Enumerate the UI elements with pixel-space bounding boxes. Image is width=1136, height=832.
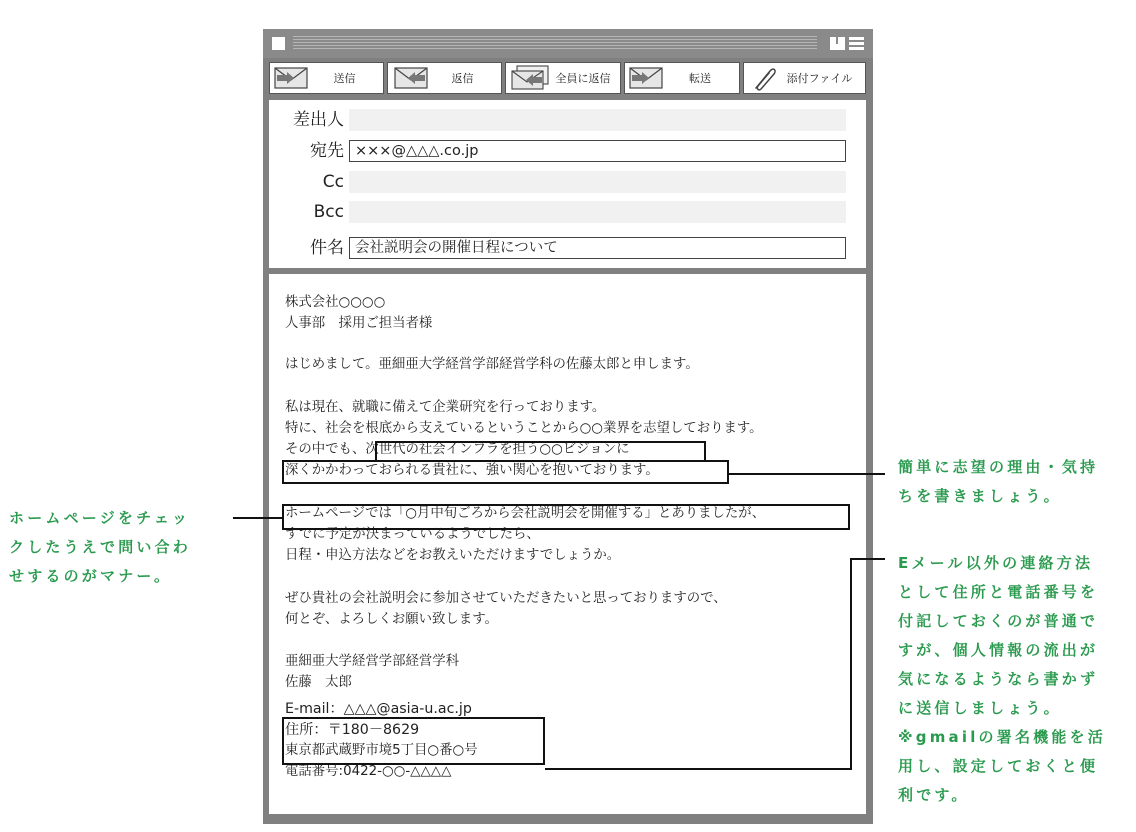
reply-all-button[interactable] <box>505 62 621 94</box>
reply-all-envelope-icon <box>510 65 550 91</box>
mail-compose-window <box>263 29 873 824</box>
paperclip-icon <box>748 65 778 91</box>
annotation-line: 付記しておくのが普通で <box>898 612 1099 630</box>
mail-header-fields <box>269 100 866 268</box>
highlight-box-motivation-top <box>375 441 706 462</box>
subject-label: 件名 <box>310 238 344 258</box>
from-field[interactable] <box>349 109 846 131</box>
bcc-row <box>269 201 866 223</box>
annotation-line: せするのがマナー。 <box>9 567 173 585</box>
subject-row <box>269 237 866 259</box>
annotation-line: ホームページをチェッ <box>9 509 191 527</box>
to-row <box>269 140 866 162</box>
body-line: 株式会社○○○○ <box>285 295 386 310</box>
body-line: 私は現在、就職に備えて企業研究を行っております。 <box>285 400 606 415</box>
body-line: ぜひ貴社の会社説明会に参加させていただきたいと思っておりますので、 <box>285 591 727 606</box>
reply-all-label: 全員に返信 <box>555 72 611 85</box>
connector-contact-top <box>850 558 885 560</box>
reply-label: 返信 <box>451 72 474 85</box>
body-line: 何とぞ、よろしくお願い致します。 <box>285 612 498 627</box>
from-row <box>269 109 866 131</box>
highlight-box-homepage <box>282 504 850 530</box>
reply-button[interactable] <box>387 62 502 94</box>
annotation-line: ※gmailの署名機能を活 <box>898 728 1106 746</box>
attach-file-label: 添付ファイル <box>786 72 853 85</box>
to-label: 宛先 <box>310 141 344 161</box>
connector-homepage <box>233 517 283 519</box>
annotation-homepage <box>9 504 191 591</box>
body-line: その中でも、次世代の社会インフラを担う○○ビジョンに <box>285 442 630 457</box>
signature-line: 佐藤 太郎 <box>285 675 352 690</box>
annotation-line: 気になるようなら書かず <box>898 670 1099 688</box>
cc-label: Cc <box>322 172 344 192</box>
send-envelope-icon <box>274 66 310 90</box>
signature-line: 住所：〒180－8629 <box>285 722 420 738</box>
signature-line: 亜細亜大学経営学部経営学科 <box>285 654 460 669</box>
cc-row <box>269 171 866 193</box>
annotation-line: として住所と電話番号を <box>898 583 1099 601</box>
mail-toolbar <box>269 62 866 94</box>
subject-field[interactable]: 会社説明会の開催日程について <box>349 237 846 259</box>
bcc-label: Bcc <box>313 202 344 222</box>
send-label: 送信 <box>333 72 356 85</box>
annotation-line: Eメール以外の連絡方法 <box>898 554 1094 572</box>
annotation-line: に送信しましょう。 <box>898 699 1062 717</box>
body-line: 特に、社会を根底から支えているということから○○業界を志望しております。 <box>285 421 763 436</box>
annotation-line: ちを書きましょう。 <box>898 487 1062 505</box>
annotation-line: クしたうえで問い合わ <box>9 538 192 556</box>
body-line: はじめまして。亜細亜大学経営学部経営学科の佐藤太郎と申します。 <box>285 357 699 372</box>
body-line: ホームページでは「○月中旬ごろから会社説明会を開催する」とありましたが、 <box>285 506 766 521</box>
title-stripes <box>293 36 817 50</box>
signature-line: 電話番号:0422-○○-△△△△ <box>285 764 452 779</box>
send-button[interactable] <box>269 62 384 94</box>
annotation-line: 簡単に志望の理由・気持 <box>898 458 1099 476</box>
forward-envelope-icon <box>629 66 665 90</box>
highlight-box-motivation-bottom <box>282 460 729 484</box>
bcc-field[interactable] <box>349 201 846 223</box>
connector-contact-vertical <box>850 558 852 770</box>
forward-label: 転送 <box>689 72 711 85</box>
cc-field[interactable] <box>349 171 846 193</box>
to-field[interactable]: ×××@△△△.co.jp <box>349 140 846 162</box>
connector-contact-bottom <box>545 768 852 770</box>
restore-window-icon[interactable] <box>830 37 845 50</box>
annotation-contact <box>898 549 1106 810</box>
reply-envelope-icon <box>392 66 428 90</box>
annotation-line: すが、個人情報の流出が <box>898 641 1099 659</box>
body-line: すでに予定が決まっているようでしたら、 <box>285 527 540 542</box>
highlight-box-contact <box>282 717 545 765</box>
menu-window-icon[interactable] <box>849 37 864 50</box>
body-line: 深くかかわっておられる貴社に、強い関心を抱いております。 <box>285 463 659 478</box>
annotation-line: 用し、設定しておくと便 <box>898 757 1099 775</box>
window-menu-box[interactable] <box>272 37 285 50</box>
forward-button[interactable] <box>624 62 740 94</box>
from-label: 差出人 <box>293 110 344 130</box>
signature-line: E-mail：△△△@asia-u.ac.jp <box>285 701 472 717</box>
body-line: 人事部 採用ご担当者様 <box>285 316 433 331</box>
signature-line: 東京都武蔵野市境5丁目○番○号 <box>285 743 478 758</box>
attach-file-button[interactable] <box>743 62 866 94</box>
body-line: 日程・申込方法などをお教えいただけますでしょうか。 <box>285 548 621 563</box>
annotation-motivation <box>898 453 1098 511</box>
connector-motivation <box>729 473 885 475</box>
title-bar[interactable] <box>263 29 873 58</box>
annotation-line: 利です。 <box>898 786 970 804</box>
